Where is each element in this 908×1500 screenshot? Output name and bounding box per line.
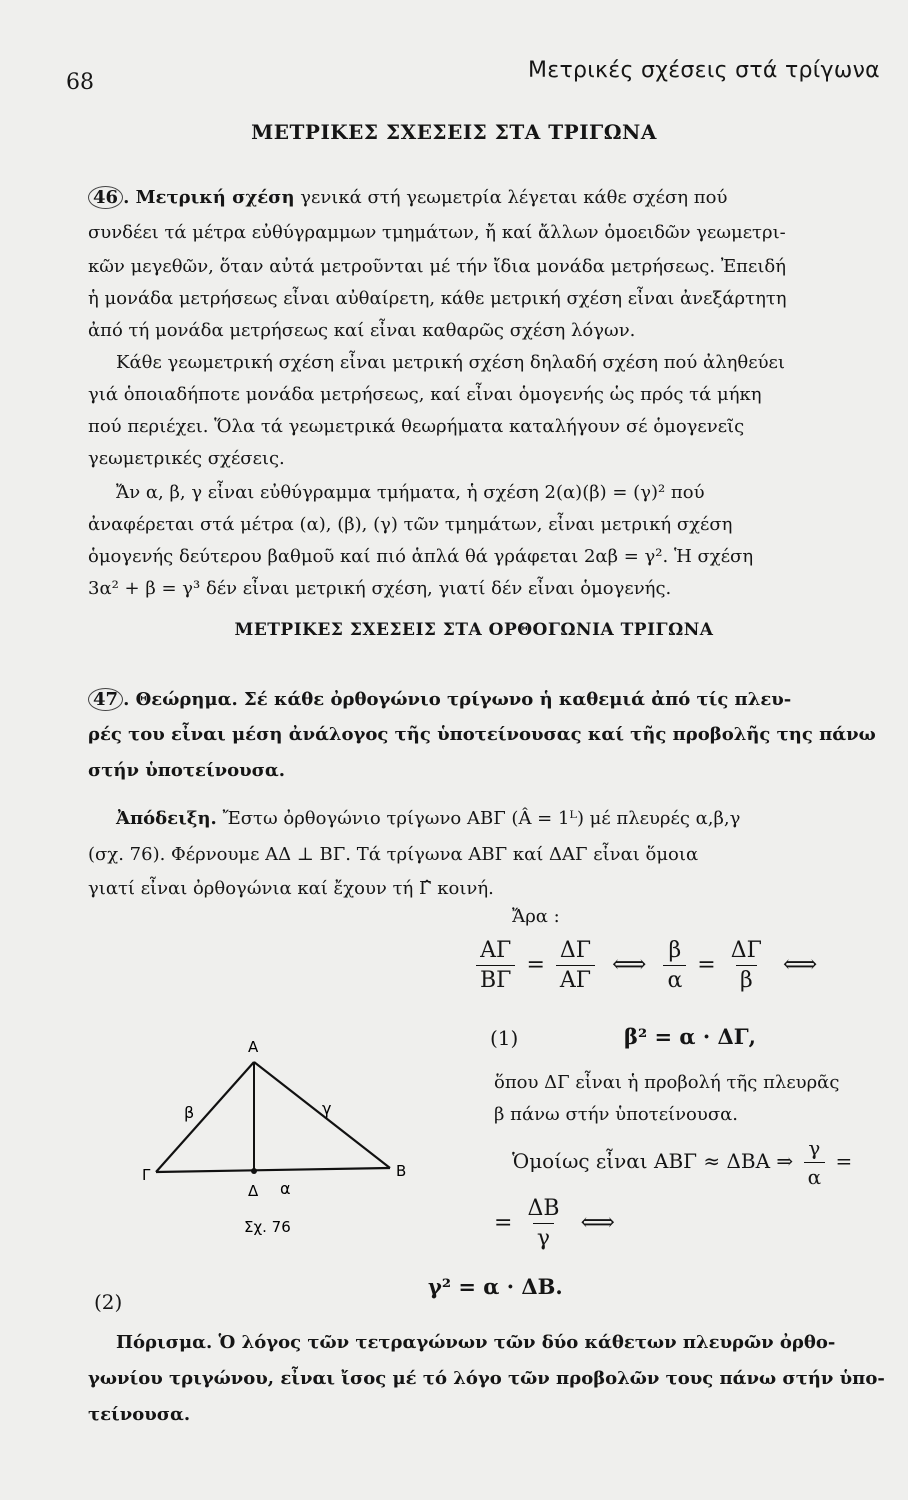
equation-1: $\frac{A\Gamma}{B\Gamma}$ = $\frac{\Delta\Gamma}{A\Gamma}$ ⟺ $\frac{\beta}{\alpha}$ = $\frac{\Delta\Gamma}{\beta}$ ⟺ [472, 938, 823, 993]
fraction-db: $\frac{\Delta B}{\gamma}$ [527, 1196, 560, 1251]
sec47-heading: Θεώρημα. [135, 689, 238, 710]
sec46-line-10: ἀναφέρεται στά μέτρα (α), (β), (γ) τῶν τμημάτων, εἶναι μετρική σχέση [88, 514, 733, 535]
note-line-1: β πάνω στήν ὑποτείνουσα. [494, 1104, 738, 1125]
sec47-number: 47 [88, 688, 123, 711]
sec46-line-9: Ἄν α, β, γ εἶναι εὐθύγραμμα τμήματα, ἡ σχέση 2(α)(β) = (γ)² πού [116, 482, 705, 503]
sec46-line-0: γενικά στή γεωμετρία λέγεται κάθε σχέση πού [300, 187, 728, 208]
triangle-figure [120, 1030, 410, 1250]
running-head: Μετρικές σχέσεις στά τρίγωνα [528, 58, 880, 83]
note-line-0: ὅπου ΔΓ εἶναι ἡ προβολή τῆς πλευρᾶς [494, 1072, 840, 1093]
sec46-number: 46 [88, 186, 123, 209]
corollary-line-1: γωνίου τριγώνου, εἶναι ἴσος μέ τό λόγο τῶν προβολῶν τους πάνω στήν ὑπο- [88, 1368, 885, 1389]
fraction-3: $\frac{\beta}{\alpha}$ [663, 938, 686, 993]
label-b: Β [396, 1162, 407, 1180]
sec47-first-line: 47 . Θεώρημα. Σέ κάθε ὀρθογώνιο τρίγωνο ἡ καθεμιά ἀπό τίς πλευ- [88, 688, 872, 711]
label-1: (1) [490, 1026, 519, 1050]
label-beta: β [184, 1103, 195, 1122]
sec46-heading: Μετρική σχέση [135, 187, 295, 208]
label-d: Δ [248, 1182, 259, 1200]
side-alpha [156, 1168, 390, 1172]
sec47-proof-line-2: γιατί εἶναι ὀρθογώνια καί ἔχουν τή Γ̂ κοινή. [88, 878, 494, 899]
fraction-4: $\frac{\Delta\Gamma}{\beta}$ [730, 938, 762, 993]
sec46-line-1: συνδέει τά μέτρα εὐθύγραμμων τμημάτων, ἤ καί ἄλλων ὁμοειδῶν γεωμετρι- [88, 222, 786, 243]
fraction-1: $\frac{A\Gamma}{B\Gamma}$ [476, 938, 515, 993]
label-alpha: α [280, 1179, 291, 1198]
section-title-2: ΜΕΤΡΙΚΕΣ ΣΧΕΣΕΙΣ ΣΤΑ ΟΡΘΟΓΩΝΙΑ ΤΡΙΓΩΝΑ [234, 620, 714, 640]
sec46-line-8: γεωμετρικές σχέσεις. [88, 448, 285, 469]
proof-label: Ἀπόδειξη. [116, 808, 217, 829]
label-2: (2) [94, 1290, 123, 1314]
sec47-statement-2: στήν ὑποτείνουσα. [88, 760, 286, 781]
sec47-statement-0: Σέ κάθε ὀρθογώνιο τρίγωνο ἡ καθεμιά ἀπό τίς πλευ- [244, 689, 792, 710]
sec47-proof-line-1: (σχ. 76). Φέρνουμε ΑΔ ⊥ ΒΓ. Τά τρίγωνα ΑΒΓ καί ΔΑΓ εἶναι ὅμοια [88, 844, 699, 865]
similar-line: Ὁμοίως εἶναι ΑΒΓ ≈ ΔΒΑ ⇒ $\frac{\gamma}{\alpha}$ = [512, 1136, 853, 1189]
page-number: 68 [66, 70, 94, 95]
ara-label: Ἄρα : [512, 906, 560, 927]
label-a: Α [248, 1038, 259, 1056]
label-gamma: γ [322, 1099, 332, 1118]
fraction-sim: $\frac{\gamma}{\alpha}$ [804, 1136, 826, 1189]
figure-caption: Σχ. 76 [244, 1218, 291, 1236]
side-beta [156, 1062, 254, 1172]
sec46-line-3: ἡ μονάδα μετρήσεως εἶναι αὐθαίρετη, κάθε μετρική σχέση εἶναι ἀνεξάρτητη [88, 288, 787, 309]
corollary-text-0: Ὁ λόγος τῶν τετραγώνων τῶν δύο κάθετων πλευρῶν ὀρθο- [218, 1332, 836, 1353]
fraction-2: $\frac{\Delta\Gamma}{A\Gamma}$ [556, 938, 595, 993]
result-1: β² = α · ΔΓ, [624, 1024, 756, 1049]
corollary-line-2: τείνουσα. [88, 1404, 191, 1425]
corollary-label: Πόρισμα. [116, 1332, 213, 1353]
sec46-line-4: ἀπό τή μονάδα μετρήσεως καί εἶναι καθαρῶς σχέση λόγων. [88, 320, 636, 341]
sec47-proof-line-0 [88, 808, 872, 829]
section-title: ΜΕΤΡΙΚΕΣ ΣΧΕΣΕΙΣ ΣΤΑ ΤΡΙΓΩΝΑ [251, 120, 657, 144]
sec47-statement-1: ρές του εἶναι μέση ἀνάλογος τῆς ὑποτείνουσας καί τῆς προβολῆς της πάνω [88, 724, 876, 745]
sec46-line-11: ὁμογενής δεύτερου βαθμοῦ καί πιό ἁπλά θά γράφεται 2αβ = γ². Ἡ σχέση [88, 546, 754, 567]
label-g: Γ [142, 1166, 151, 1184]
equation-2: = $\frac{\Delta B}{\gamma}$ ⟺ [494, 1196, 615, 1251]
proof-text-0: Ἔστω ὀρθογώνιο τρίγωνο ΑΒΓ (Â = 1ᴸ) μέ πλευρές α,β,γ [222, 808, 741, 829]
sec46-line-2: κῶν μεγεθῶν, ὅταν αὐτά μετροῦνται μέ τήν ἴδια μονάδα μετρήσεως. Ἐπειδή [88, 256, 787, 277]
sec46-line-12: 3α² + β = γ³ δέν εἶναι μετρική σχέση, γιατί δέν εἶναι ὁμογενής. [88, 578, 672, 599]
result-2: γ² = α · ΔΒ. [428, 1274, 563, 1299]
sec46-first-line: 46 . Μετρική σχέση γενικά στή γεωμετρία λέγεται κάθε σχέση πού [88, 186, 872, 209]
corollary-line-0 [88, 1332, 872, 1353]
sec46-line-7: πού περιέχει. Ὅλα τά γεωμετρικά θεωρήματα καταλήγουν σέ ὁμογενεῖς [88, 416, 745, 437]
point-d [251, 1168, 257, 1174]
sec46-line-6: γιά ὁποιαδήποτε μονάδα μετρήσεως, καί εἶναι ὁμογενής ὡς πρός τά μήκη [88, 384, 762, 405]
sec46-line-5: Κάθε γεωμετρική σχέση εἶναι μετρική σχέση δηλαδή σχέση πού ἀληθεύει [116, 352, 785, 373]
